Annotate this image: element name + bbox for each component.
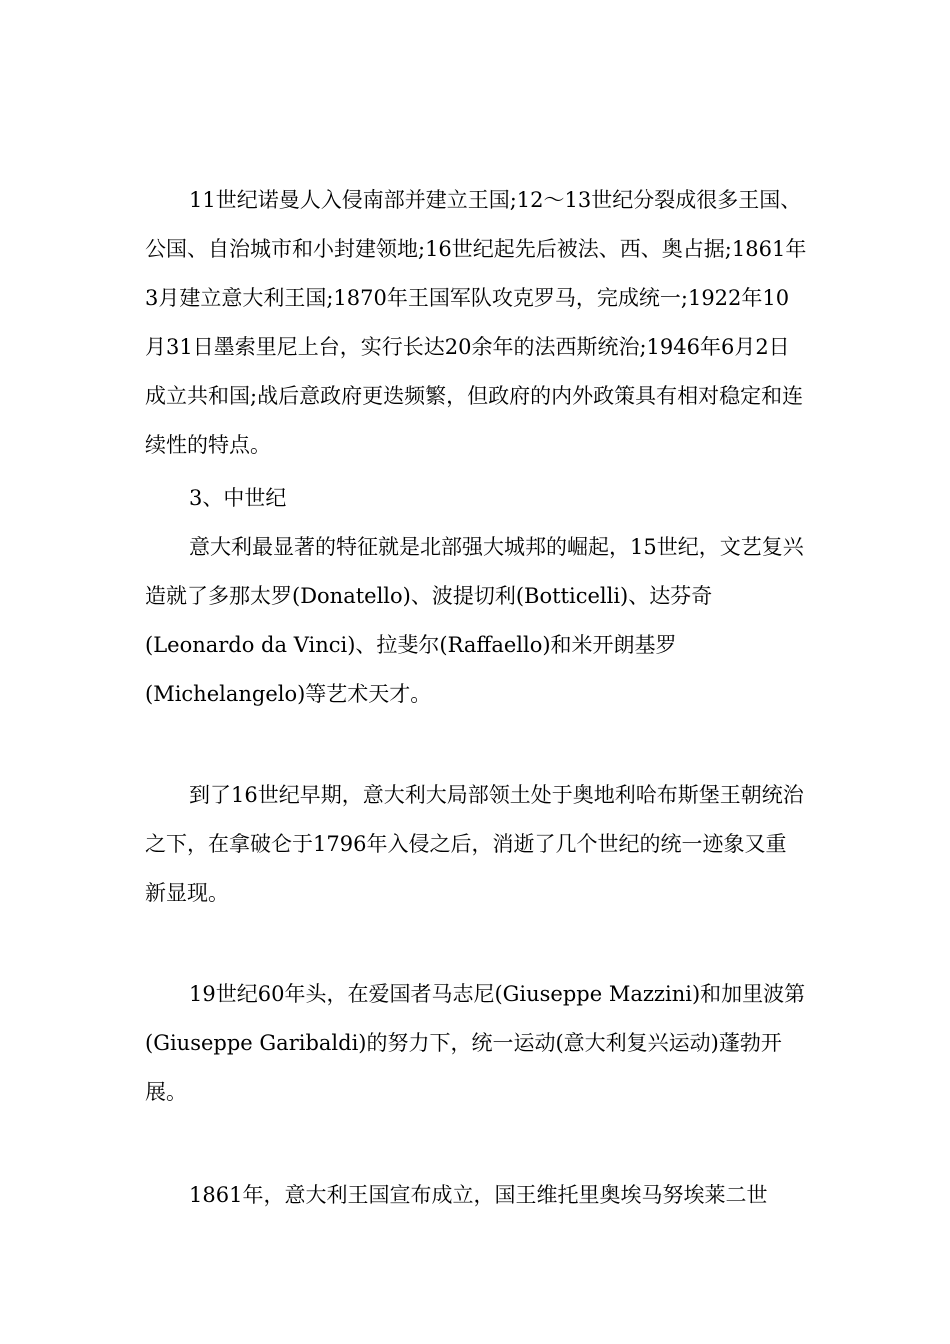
- paragraph-risorgimento: 19世纪60年头，在爱国者马志尼(Giuseppe Mazzini)和加里波第(Giuseppe Garibaldi)的努力下，统一运动(意大利复兴运动)蓬勃开展。: [145, 982, 806, 1104]
- paragraph-norman-to-republic: 11世纪诺曼人入侵南部并建立王国;12～13世纪分裂成很多王国、公国、自治城市和小封建领地;16世纪起先后被法、西、奥占据;1861年3月建立意大利王国;1870年王国军队攻克罗马，完成统一;1922年10月31日墨索里尼上台，实行长达20余年的法西斯统治;1946年6月2日成立共和国;战后意政府更迭频繁，但政府的内外政策具有相对稳定和连续性的特点。: [145, 188, 807, 457]
- paragraph-renaissance: 意大利最显著的特征就是北部强大城邦的崛起，15世纪，文艺复兴造就了多那太罗(Donatello)、波提切利(Botticelli)、达芬奇(Leonardo da Vinci)、拉斐尔(Raffaello)和米开朗基罗(Michelangelo)等艺术天才。: [145, 535, 804, 706]
- section-heading-middle-ages: 3、中世纪: [189, 486, 287, 510]
- paragraph-kingdom-1861: 1861年，意大利王国宣布成立，国王维托里奥埃马努埃莱二世: [189, 1183, 768, 1207]
- paragraph-habsburg-napoleon: 到了16世纪早期，意大利大局部领土处于奥地利哈布斯堡王朝统治之下，在拿破仑于1796年入侵之后，消逝了几个世纪的统一迹象又重新显现。: [145, 783, 804, 905]
